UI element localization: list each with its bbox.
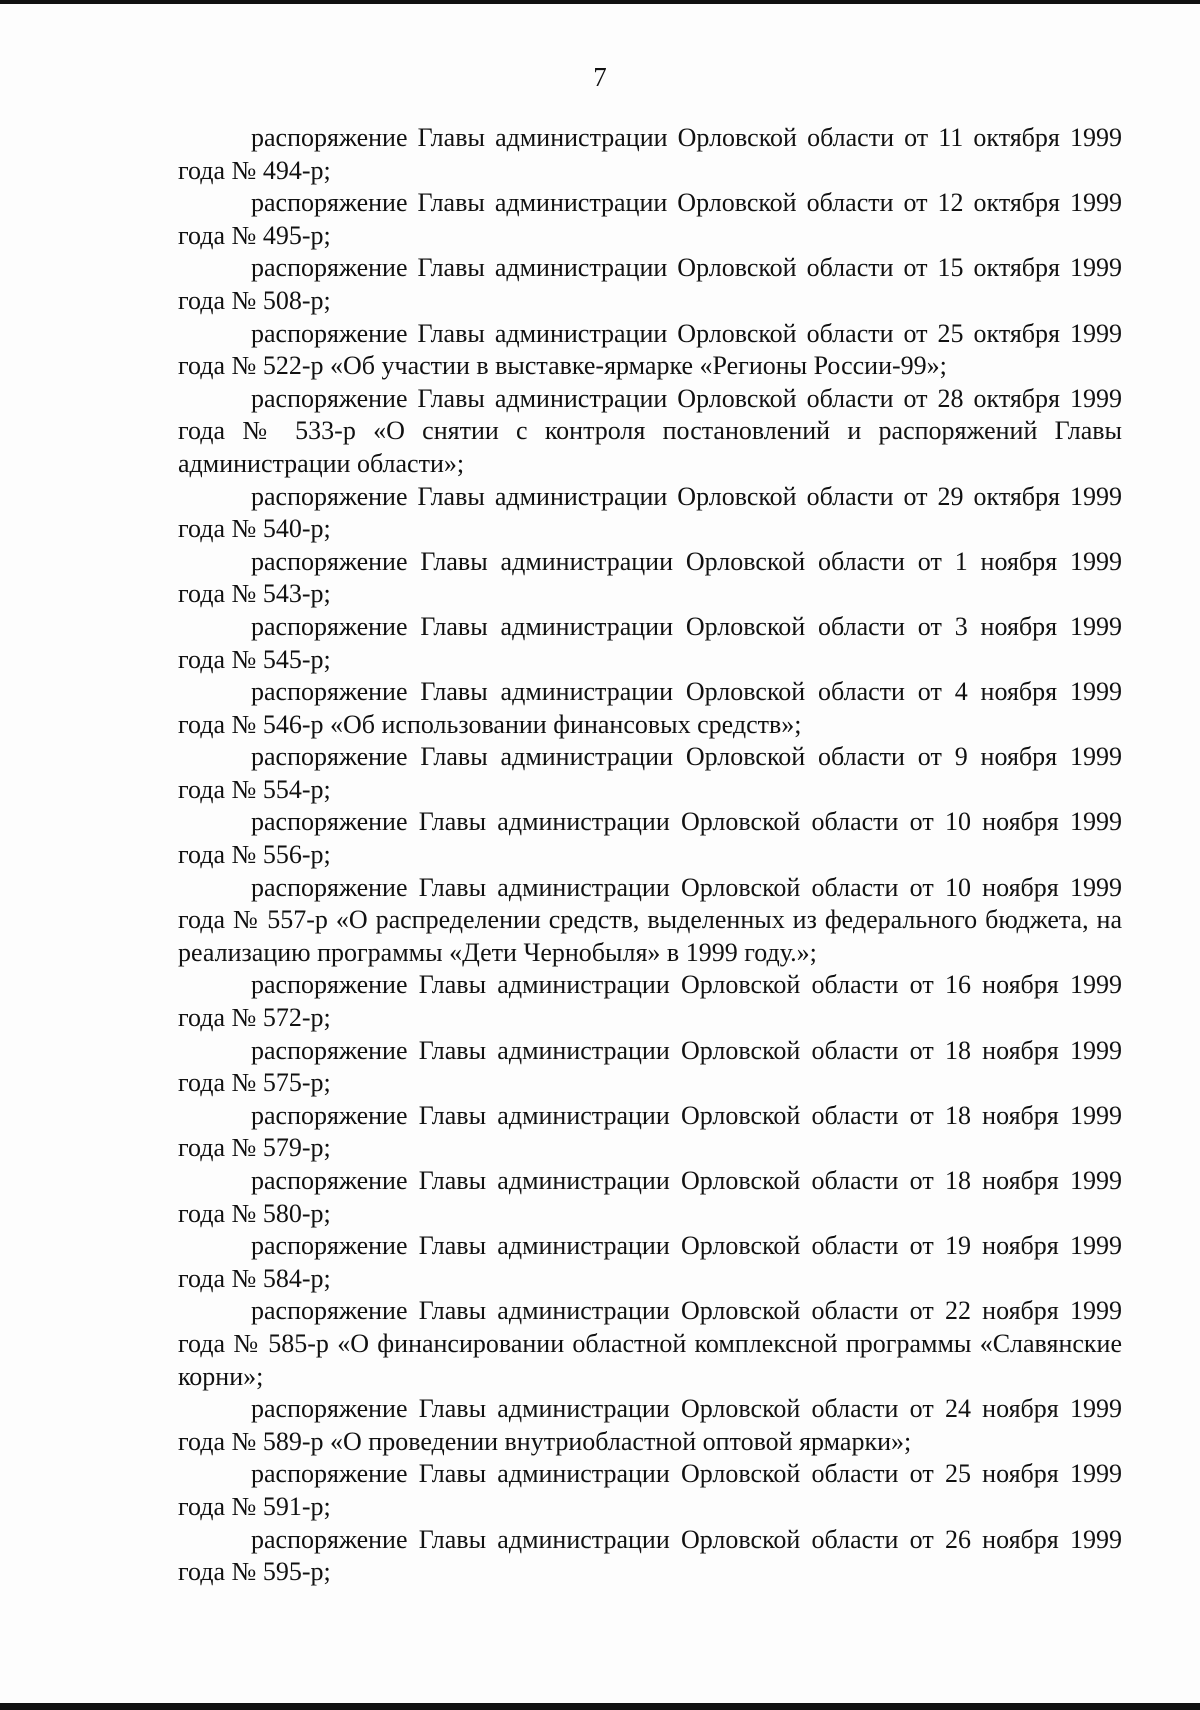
list-item: распоряжение Главы администрации Орловской области от 3 ноября 1999 года № 545-р; — [178, 611, 1122, 674]
page-number: 7 — [593, 62, 607, 92]
list-item: распоряжение Главы администрации Орловской области от 28 октября 1999 года № 533-р «О снятии с контроля постановлений и распоряжений Главы администрации области»; — [178, 383, 1122, 478]
list-item: распоряжение Главы администрации Орловской области от 15 октября 1999 года № 508-р; — [178, 253, 1122, 315]
list-item: распоряжение Главы администрации Орловской области от 11 октября 1999 года № 494-р; — [178, 123, 1122, 185]
list-item: распоряжение Главы администрации Орловской области от 10 ноября 1999 года № 556-р; — [178, 807, 1122, 870]
list-item: распоряжение Главы администрации Орловской области от 1 ноября 1999 года № 543-р; — [178, 546, 1122, 609]
list-item: распоряжение Главы администрации Орловской области от 10 ноября 1999 года № 557-р «О распределении средств, выделенных из федерального бюджета, на реализацию программы «Дети Чернобыля» в 1999 году.»; — [178, 872, 1122, 967]
list-item: распоряжение Главы администрации Орловской области от 18 ноября 1999 года № 579-р; — [178, 1100, 1122, 1163]
list-item: распоряжение Главы администрации Орловской области от 19 ноября 1999 года № 584-р; — [178, 1231, 1122, 1293]
document-body — [178, 122, 1122, 1589]
list-item: распоряжение Главы администрации Орловской области от 22 ноября 1999 года № 585-р «О финансировании областной комплексной программы «Славянские корни»; — [178, 1296, 1122, 1391]
list-item: распоряжение Главы администрации Орловской области от 26 ноября 1999 года № 595-р; — [178, 1524, 1122, 1587]
list-item: распоряжение Главы администрации Орловской области от 29 октября 1999 года № 540-р; — [178, 481, 1122, 544]
list-item: распоряжение Главы администрации Орловской области от 18 ноября 1999 года № 575-р; — [178, 1035, 1122, 1098]
list-item: распоряжение Главы администрации Орловской области от 4 ноября 1999 года № 546-р «Об использовании финансовых средств»; — [178, 677, 1122, 739]
list-item: распоряжение Главы администрации Орловской области от 25 октября 1999 года № 522-р «Об участии в выставке-ярмарке «Регионы России-99»; — [178, 318, 1122, 381]
list-item: распоряжение Главы администрации Орловской области от 25 ноября 1999 года № 591-р; — [178, 1459, 1122, 1521]
scan-top-edge — [0, 0, 1200, 4]
scan-bottom-edge — [0, 1703, 1200, 1710]
list-item: распоряжение Главы администрации Орловской области от 16 ноября 1999 года № 572-р; — [178, 970, 1122, 1033]
list-item: распоряжение Главы администрации Орловской области от 18 ноября 1999 года № 580-р; — [178, 1166, 1122, 1228]
list-item: распоряжение Главы администрации Орловской области от 9 ноября 1999 года № 554-р; — [178, 742, 1122, 804]
list-item: распоряжение Главы администрации Орловской области от 12 октября 1999 года № 495-р; — [178, 188, 1122, 250]
list-item: распоряжение Главы администрации Орловской области от 24 ноября 1999 года № 589-р «О проведении внутриобластной оптовой ярмарки»; — [178, 1394, 1122, 1456]
